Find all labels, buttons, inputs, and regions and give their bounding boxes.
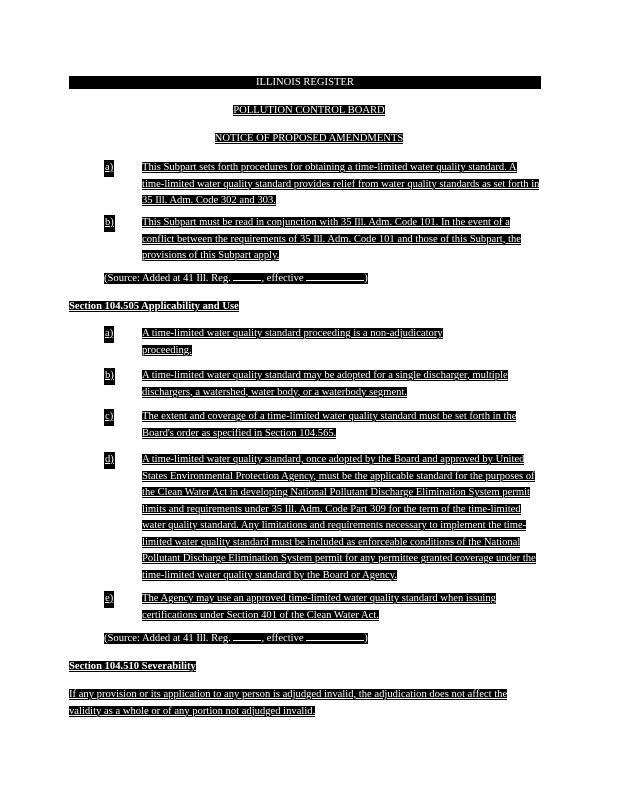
section-505-item-c: The extent and coverage of a time-limited water quality standard must be set forth in the Board's order as specified in Section 104.565. [142, 411, 517, 439]
section-510-heading: Section 104.510 Severability [69, 661, 196, 672]
item-letter: b) [104, 215, 115, 232]
item-letter: e) [104, 591, 114, 608]
board-name: POLLUTION CONTROL BOARD [233, 105, 385, 116]
section-510-text: If any provision or its application to any person is adjudged invalid, the adjudication does not affect the validity as a whole or of any portion not adjudged invalid. [69, 689, 508, 717]
notice-title: NOTICE OF PROPOSED AMENDMENTS [214, 133, 404, 144]
section-505-item-d: A time-limited water quality standard, once adopted by the Board and approved by United States Environmental Protection Agency, must be the applicable standard for the purposes of the Clean Water Act in developing National Pollutant Discharge Elimination System permit limits and requirements under 35 Ill. Adm. Code Part 309 for the term of the time-limited water quality standard. Any limitations and requirements necessary to implement the time-limited water quality standard must be included as enforceable conditions of the National Pollutant Discharge Elimination System permit for any permittee granted coverage under the time-limited water quality standard by the Board or Agency. [142, 454, 536, 581]
intro-item-b: This Subpart must be read in conjunction with 35 Ill. Adm. Code 101. In the event of a conflict between the requirements of 35 Ill. Adm. Code 101 and those of this Subpart, the provisions of this Subpart apply. [142, 217, 521, 261]
source-note-1: (Source: Added at 41 Ill. Reg. , effective ) [104, 273, 368, 284]
item-letter: a) [104, 326, 114, 343]
item-letter: a) [104, 160, 114, 177]
section-505-item-e: The Agency may use an approved time-limited water quality standard when issuing certifications under Section 401 of the Clean Water Act. [142, 593, 496, 621]
register-title: ILLINOIS REGISTER [256, 77, 354, 88]
item-letter: c) [104, 409, 114, 426]
section-505-item-a: A time-limited water quality standard proceeding is a non-adjudicatory proceeding. [142, 328, 443, 356]
item-letter: d) [104, 452, 115, 469]
item-letter: b) [104, 368, 115, 385]
register-title-bar [69, 76, 541, 89]
section-505-item-b: A time-limited water quality standard may be adopted for a single discharger, multiple dischargers, a watershed, water body, or a waterbody segment. [142, 370, 508, 398]
source-note-2: (Source: Added at 41 Ill. Reg. , effective ) [104, 633, 368, 644]
intro-item-a: This Subpart sets forth procedures for obtaining a time-limited water quality standard. A time-limited water quality standard provides relief from water quality standards as set forth in 35 Ill. Adm. Code 302 and 303. [142, 162, 540, 206]
section-505-heading: Section 104.505 Applicability and Use [69, 301, 239, 312]
